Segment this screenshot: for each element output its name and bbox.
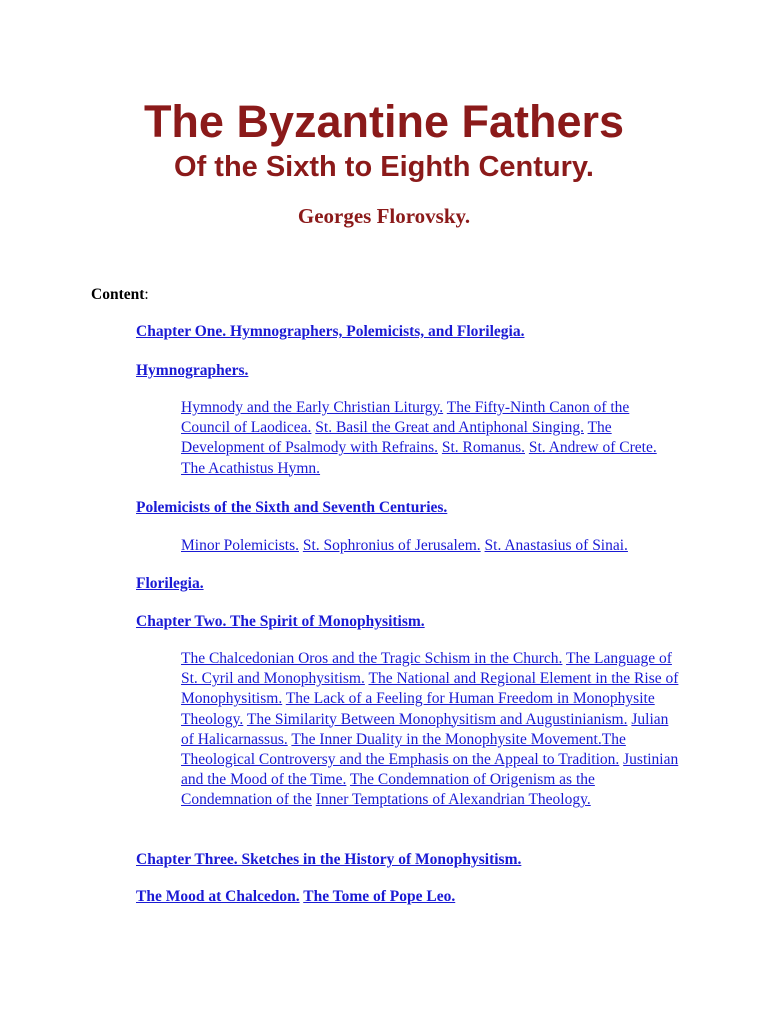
toc-link-origenism[interactable]: The Condemnation of Origenism as the Condemnation of the [181,771,595,809]
toc-link-psalmody-refrains[interactable]: The Development of Psalmody with Refrains. [181,419,612,457]
toc-link-julian-halicarnassus[interactable]: Julian of Halicarnassus. [181,710,669,748]
toc-link-st-romanus[interactable]: St. Romanus. [441,439,525,457]
toc-link-acathistus-hymn[interactable]: The Acathistus Hymn. [181,459,321,477]
toc-sublist-hymnographers [181,398,681,479]
toc-link-chalcedonian-oros[interactable]: The Chalcedonian Oros and the Tragic Schism in the Church. [181,650,563,667]
toc-entry-florilegia [136,574,204,594]
toc-link-national-regional[interactable]: The National and Regional Element in the Rise of Monophysitism. [181,670,679,708]
content-colon: : [144,286,149,303]
toc-link-cyril-language[interactable]: The Language of St. Cyril and Monophysitism. [181,650,672,688]
toc-link-chapter-two[interactable]: Chapter Two. The Spirit of Monophysitism. [136,613,425,630]
toc-link-minor-polemicists[interactable]: Minor Polemicists. [181,537,299,554]
toc-link-appeal-tradition[interactable]: The Theological Controversy and the Emphasis on the Appeal to Tradition. [181,730,626,769]
toc-entry-chapter-three [136,850,521,870]
toc-entry-chapter-two [136,612,425,632]
toc-entry-chalcedon [136,887,455,907]
toc-link-human-freedom[interactable]: The Lack of a Feeling for Human Freedom in Monophysite Theology. [181,690,655,728]
toc-link-florilegia[interactable]: Florilegia. [136,575,204,592]
content-label: Content [91,286,145,303]
toc-link-hymnody[interactable]: Hymnody and the Early Christian Liturgy. [181,399,444,416]
toc-link-st-sophronius[interactable]: St. Sophronius of Jerusalem. [302,537,481,554]
document-subtitle: Of the Sixth to Eighth Century. [174,151,594,183]
toc-link-chapter-one[interactable]: Chapter One. Hymnographers, Polemicists, and Florilegia. [136,323,525,340]
toc-link-st-anastasius[interactable]: St. Anastasius of Sinai. [484,537,628,554]
toc-link-tome-pope-leo[interactable]: The Tome of Pope Leo. [303,888,456,905]
toc-entry-hymnographers [136,361,248,381]
toc-link-basil-antiphonal[interactable]: St. Basil the Great and Antiphonal Singing. [315,419,584,437]
toc-sublist-polemicists [181,536,681,556]
document-author: Georges Florovsky. [297,204,471,228]
toc-entry-chapter-one [136,322,524,342]
toc-link-augustinianism[interactable]: The Similarity Between Monophysitism and Augustinianism. [246,710,628,728]
toc-link-polemicists[interactable]: Polemicists of the Sixth and Seventh Centuries. [136,499,448,516]
toc-entry-polemicists [136,498,447,518]
toc-link-justinian-mood[interactable]: Justinian and the Mood of the Time. [181,751,679,789]
toc-sublist-monophysitism [181,649,681,811]
toc-link-mood-chalcedon[interactable]: The Mood at Chalcedon. [136,888,300,905]
toc-link-inner-duality[interactable]: The Inner Duality in the Monophysite Movement. [291,730,602,748]
toc-link-alexandrian-temptations[interactable]: Inner Temptations of Alexandrian Theology. [315,791,591,809]
document-title: The Byzantine Fathers [143,96,625,147]
content-heading [91,285,149,305]
toc-link-chapter-three[interactable]: Chapter Three. Sketches in the History of Monophysitism. [136,851,522,868]
toc-link-laodicea-canon[interactable]: The Fifty-Ninth Canon of the Council of Laodicea. [181,399,630,437]
toc-link-hymnographers[interactable]: Hymnographers. [136,362,249,379]
toc-link-st-andrew-crete[interactable]: St. Andrew of Crete. [528,439,657,457]
